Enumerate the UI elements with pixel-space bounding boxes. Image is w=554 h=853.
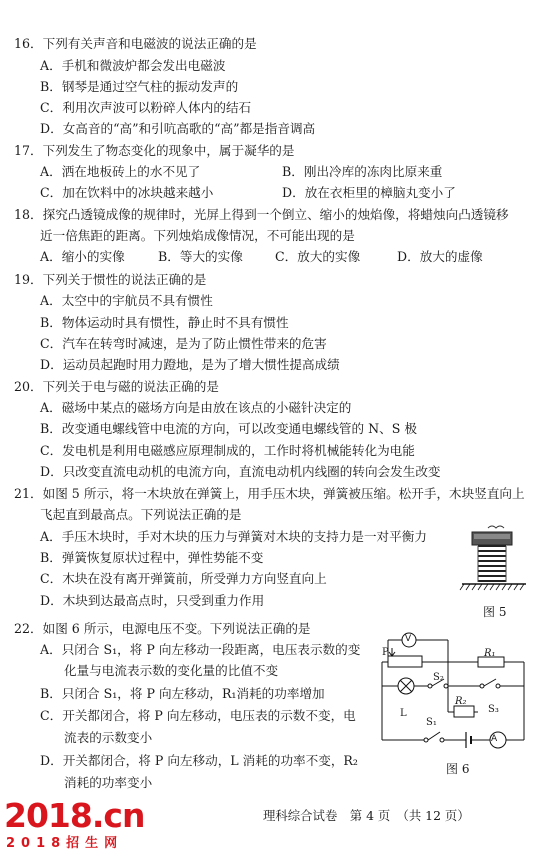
q20-option-c: C．发电机是利用电磁感应原理制成的，工作时将机械能转化为电能 [40,443,415,458]
r1-label: R₁ [484,648,496,659]
figure-5-spring-block [456,522,536,602]
s1-label: S₁ [426,717,437,728]
q17-option-c: C．加在饮料中的冰块越来越小 [40,185,214,200]
q19-option-c: C．汽车在转弯时减速，是为了防止惯性带来的危害 [40,336,327,351]
slider-p-label: P [382,647,389,658]
question-22-stem: 22．如图 6 所示，电源电压不变。下列说法正确的是 [14,621,311,636]
lamp-l-label: L [400,708,407,719]
q20-option-a: A．磁场中某点的磁场方向是由放在该点的小磁针决定的 [40,400,352,415]
question-20-stem: 20．下列关于电与磁的说法正确的是 [14,379,219,394]
q16-option-c: C．利用次声波可以粉碎人体内的结石 [40,100,252,115]
q22-option-a-line2: 化量与电流表示数的变化量的比值不变 [64,663,279,678]
question-19-stem: 19．下列关于惯性的说法正确的是 [14,272,207,287]
q19-option-b: B．物体运动时具有惯性，静止时不具有惯性 [40,315,289,330]
q16-option-b: B．钢琴是通过空气柱的振动发声的 [40,79,239,94]
figure-6-caption: 图 6 [446,762,470,776]
q18-option-a: A．缩小的实像 [40,249,125,264]
question-17-stem: 17．下列发生了物态变化的现象中，属于凝华的是 [14,143,295,158]
q22-option-a: A．只闭合 S₁，将 P 向左移动一段距离，电压表示数的变 [40,642,361,657]
question-16-stem: 16．下列有关声音和电磁波的说法正确的是 [14,36,257,51]
r2-label: R₂ [455,696,467,707]
q22-option-d: D．开关都闭合，将 P 向左移动，L 消耗的功率不变，R₂ [40,753,358,768]
q22-option-b: B．只闭合 S₁，将 P 向左移动，R₁消耗的功率增加 [40,686,325,701]
q18-option-c: C．放大的实像 [275,249,361,264]
q21-option-b: B．弹簧恢复原状过程中，弹性势能不变 [40,550,264,565]
q20-option-b: B．改变通电螺线管中电流的方向，可以改变通电螺线管的 N、S 极 [40,421,417,436]
watermark-logo [4,796,154,850]
q22-option-d-line2: 消耗的功率变小 [64,775,153,790]
question-21-stem-line2: 飞起直到最高点。下列说法正确的是 [40,507,242,522]
q19-option-d: D．运动员起跑时用力蹬地，是为了增大惯性提高成绩 [40,357,340,372]
question-21-stem: 21．如图 5 所示，将一木块放在弹簧上，用手压木块，弹簧被压缩。松开手，木块竖直向上 [14,486,525,501]
q21-option-d: D．木块到达最高点时，只受到重力作用 [40,593,265,608]
q16-option-a: A．手机和微波炉都会发出电磁波 [40,58,226,73]
question-18-stem-line2: 近一倍焦距的距离。下列烛焰成像情况，不可能出现的是 [40,228,355,243]
figure-6-circuit [378,628,528,758]
q22-option-c: C．开关都闭合，将 P 向左移动，电压表的示数不变，电 [40,708,356,723]
q17-option-d: D．放在衣柜里的樟脑丸变小了 [282,185,456,200]
question-18-stem: 18．探究凸透镜成像的规律时，光屏上得到一个倒立、缩小的烛焰像，将蜡烛向凸透镜移 [14,207,509,222]
q21-option-a: A．手压木块时，手对木块的压力与弹簧对木块的支持力是一对平衡力 [40,529,427,544]
q18-option-b: B．等大的实像 [158,249,243,264]
q19-option-a: A．太空中的宇航员不具有惯性 [40,293,213,308]
voltmeter-label: V [405,634,412,644]
watermark-main-text: 2018.cn [4,796,145,835]
q22-option-c-line2: 流表的示数变小 [64,730,153,745]
q17-option-b: B．刚出冷库的冻肉比原来重 [282,164,443,179]
watermark-sub-text: 2018招生网 [6,836,124,851]
figure-5-caption: 图 5 [483,605,507,619]
page-footer: 理科综合试卷 第 4 页 （共 12 页） [263,808,470,823]
q21-option-c: C．木块在没有离开弹簧前，所受弹力方向竖直向上 [40,571,327,586]
q17-option-a: A．洒在地板砖上的水不见了 [40,164,201,179]
s3-label: S₃ [488,704,499,715]
q18-option-d: D．放大的虚像 [397,249,483,264]
ammeter-label: A [491,734,498,744]
q16-option-d: D．女高音的“高”和引吭高歌的“高”都是指音调高 [40,121,316,136]
q20-option-d: D．只改变直流电动机的电流方向，直流电动机内线圈的转向会发生改变 [40,464,441,479]
s2-label: S₂ [433,672,444,683]
